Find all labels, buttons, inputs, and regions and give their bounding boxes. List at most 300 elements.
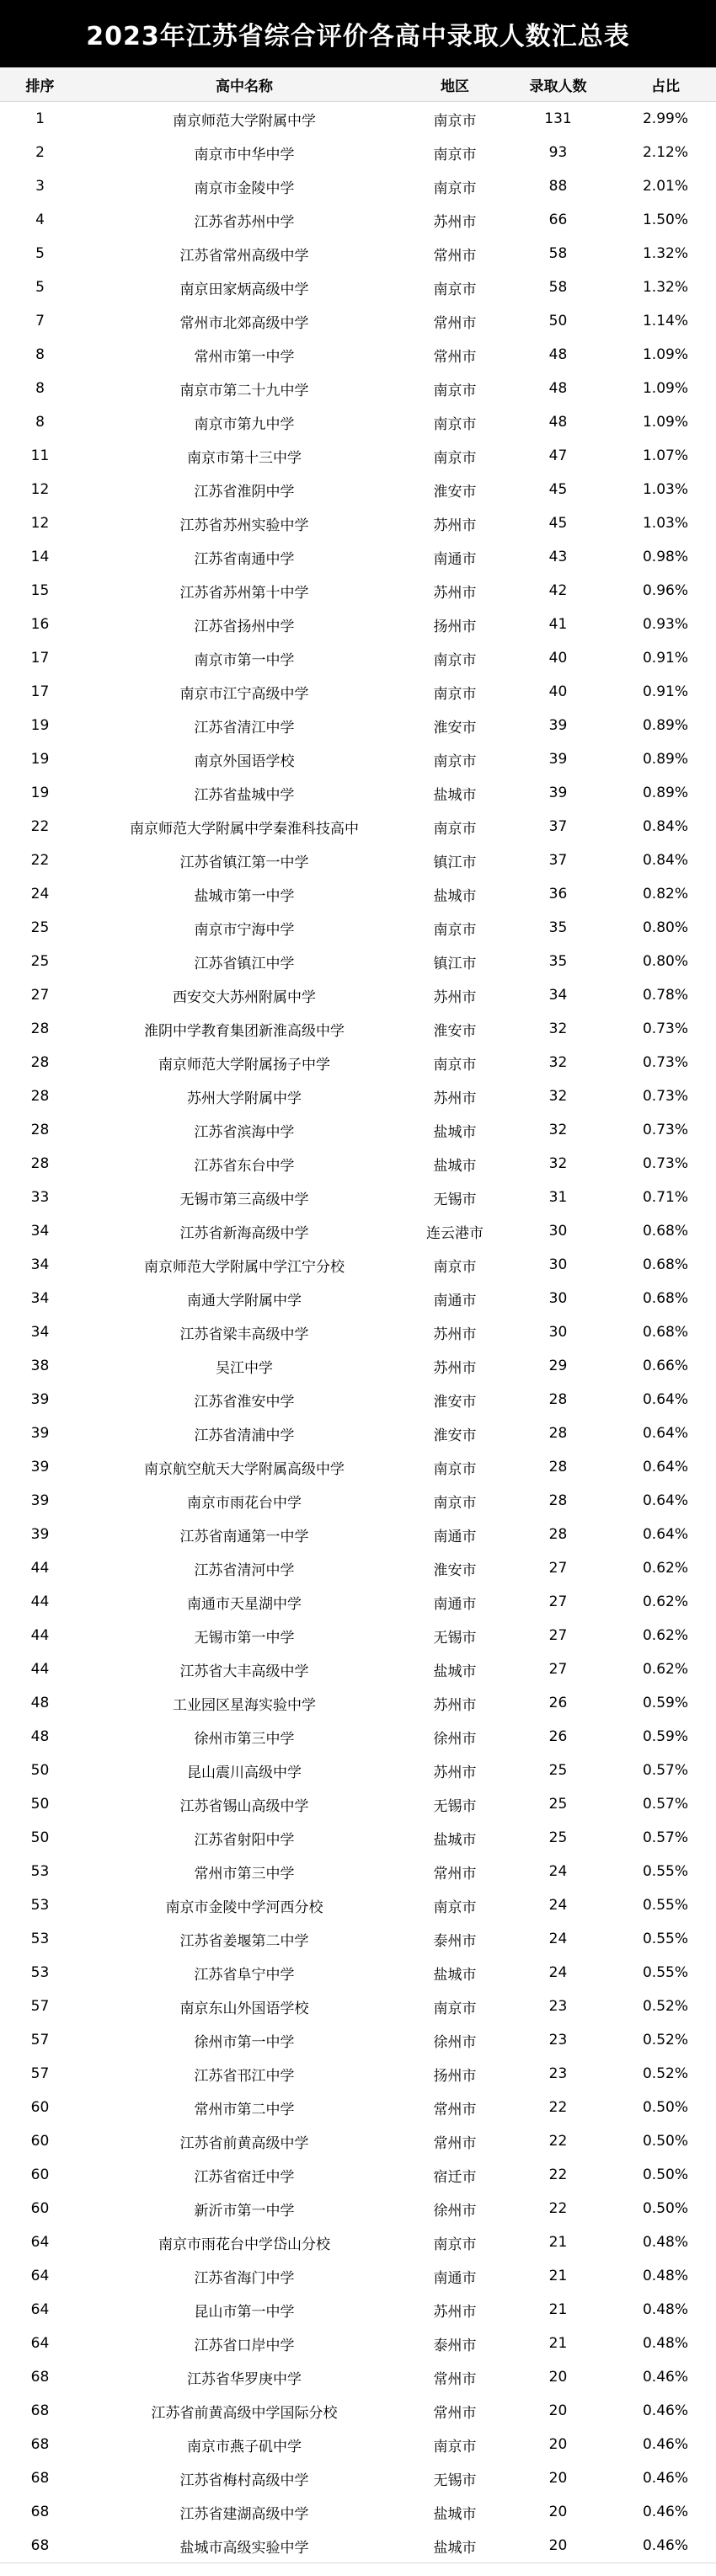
cell-school-name: 无锡市第三高级中学 <box>179 1191 309 1208</box>
table-row <box>0 1720 716 1754</box>
cell-share: 0.89% <box>642 717 688 734</box>
cell-region: 盐城市 <box>433 1663 477 1680</box>
cell-school-name: 新沂市第一中学 <box>194 2202 295 2220</box>
cell-school-name: 南京市雨花台中学 <box>187 1494 302 1512</box>
cell-share: 1.32% <box>642 279 688 296</box>
cell-region: 苏州市 <box>433 213 477 231</box>
cell-region: 南京市 <box>433 651 477 669</box>
cell-region: 南京市 <box>433 179 477 197</box>
cell-admission-count: 40 <box>548 683 568 700</box>
table-row <box>0 1652 716 1686</box>
table-row <box>0 1484 716 1518</box>
cell-share: 0.46% <box>642 2537 688 2554</box>
cell-region: 常州市 <box>433 247 477 265</box>
cell-region: 南京市 <box>433 1494 477 1512</box>
cell-share: 2.12% <box>642 144 688 161</box>
cell-region: 苏州市 <box>433 2303 477 2321</box>
cell-share: 0.59% <box>642 1695 688 1711</box>
cell-admission-count: 28 <box>548 1459 568 1475</box>
table-row <box>0 1214 716 1248</box>
cell-admission-count: 32 <box>548 1155 568 1172</box>
cell-admission-count: 37 <box>548 818 568 835</box>
table-row <box>0 877 716 911</box>
cell-admission-count: 26 <box>548 1728 568 1745</box>
table-row <box>0 776 716 810</box>
cell-region: 南京市 <box>433 1056 477 1074</box>
cell-admission-count: 29 <box>548 1358 568 1374</box>
cell-region: 常州市 <box>433 348 477 366</box>
table-row <box>0 742 716 776</box>
cell-school-name: 淮阴中学教育集团新淮高级中学 <box>144 1022 345 1040</box>
cell-region: 南京市 <box>433 146 477 163</box>
cell-share: 0.48% <box>642 2335 688 2352</box>
cell-region: 盐城市 <box>433 1123 477 1141</box>
cell-school-name: 江苏省口岸中学 <box>194 2337 295 2354</box>
cell-rank: 8 <box>35 414 45 431</box>
cell-school-name: 江苏省清浦中学 <box>194 1427 295 1444</box>
cell-rank: 12 <box>30 481 50 498</box>
cell-region: 南京市 <box>433 820 477 838</box>
cell-rank: 39 <box>30 1492 50 1509</box>
table-row <box>0 2158 716 2192</box>
cell-region: 扬州市 <box>433 618 477 635</box>
cell-school-name: 昆山市第一中学 <box>194 2303 295 2321</box>
cell-region: 淮安市 <box>433 1393 477 1411</box>
cell-share: 1.09% <box>642 380 688 397</box>
cell-school-name: 南京市江宁高级中学 <box>179 685 309 703</box>
cell-region: 常州市 <box>433 314 477 332</box>
table-row <box>0 2495 716 2529</box>
cell-share: 0.68% <box>642 1256 688 1273</box>
cell-share: 0.80% <box>642 953 688 970</box>
cell-school-name: 江苏省锡山高级中学 <box>179 1797 309 1815</box>
cell-school-name: 南通大学附属中学 <box>187 1292 302 1309</box>
table-row <box>0 810 716 843</box>
cell-region: 无锡市 <box>433 1191 477 1208</box>
cell-rank: 39 <box>30 1425 50 1442</box>
cell-region: 苏州市 <box>433 517 477 534</box>
cell-school-name: 江苏省前黄高级中学 <box>179 2134 309 2152</box>
table-row <box>0 1046 716 1079</box>
cell-school-name: 苏州大学附属中学 <box>187 1090 302 1107</box>
cell-admission-count: 27 <box>548 1560 568 1577</box>
cell-share: 0.57% <box>642 1762 688 1779</box>
table-row <box>0 372 716 405</box>
cell-share: 0.57% <box>642 1796 688 1813</box>
cell-rank: 44 <box>30 1593 50 1610</box>
cell-school-name: 南京市雨花台中学岱山分校 <box>158 2236 330 2253</box>
cell-school-name: 江苏省姜堰第二中学 <box>179 1932 309 1950</box>
cell-admission-count: 31 <box>548 1189 568 1206</box>
cell-region: 常州市 <box>433 2134 477 2152</box>
cell-admission-count: 39 <box>548 751 568 768</box>
cell-share: 0.55% <box>642 1897 688 1914</box>
cell-rank: 68 <box>30 2504 50 2520</box>
cell-admission-count: 22 <box>548 2166 568 2183</box>
cell-region: 镇江市 <box>433 854 477 871</box>
header-rank: 排序 <box>25 78 55 95</box>
cell-region: 苏州市 <box>433 1090 477 1107</box>
table-row <box>0 2293 716 2327</box>
cell-rank: 57 <box>30 1998 50 2015</box>
cell-school-name: 南京市燕子矶中学 <box>187 2438 302 2456</box>
cell-school-name: 常州市第三中学 <box>194 1865 295 1882</box>
cell-region: 泰州市 <box>433 1932 477 1950</box>
cell-region: 常州市 <box>433 2404 477 2422</box>
cell-admission-count: 30 <box>548 1256 568 1273</box>
cell-school-name: 江苏省镇江中学 <box>194 955 295 972</box>
cell-admission-count: 32 <box>548 1020 568 1037</box>
cell-region: 淮安市 <box>433 1561 477 1579</box>
cell-share: 0.50% <box>642 2133 688 2150</box>
table-row <box>0 1012 716 1046</box>
cell-rank: 60 <box>30 2133 50 2150</box>
table-row <box>0 945 716 978</box>
cell-region: 南京市 <box>433 382 477 399</box>
cell-rank: 19 <box>30 785 50 801</box>
cell-rank: 11 <box>30 447 50 464</box>
cell-admission-count: 28 <box>548 1425 568 1442</box>
cell-rank: 24 <box>30 886 50 902</box>
cell-region: 徐州市 <box>433 2033 477 2051</box>
cell-admission-count: 20 <box>548 2436 568 2453</box>
table-row <box>0 405 716 439</box>
cell-admission-count: 48 <box>548 414 568 431</box>
table-row <box>0 2124 716 2158</box>
cell-share: 2.99% <box>642 110 688 127</box>
cell-region: 淮安市 <box>433 719 477 736</box>
cell-rank: 19 <box>30 717 50 734</box>
table-row <box>0 2529 716 2563</box>
cell-region: 无锡市 <box>433 2472 477 2489</box>
cell-admission-count: 34 <box>548 987 568 1004</box>
cell-rank: 44 <box>30 1661 50 1678</box>
cell-rank: 64 <box>30 2335 50 2352</box>
cell-school-name: 江苏省前黄高级中学国际分校 <box>151 2404 338 2422</box>
cell-admission-count: 21 <box>548 2268 568 2284</box>
cell-share: 0.96% <box>642 582 688 599</box>
cell-school-name: 南京航空航天大学附属高级中学 <box>144 1460 345 1478</box>
table-row <box>0 1113 716 1147</box>
cell-region: 南通市 <box>433 2269 477 2287</box>
cell-rank: 4 <box>35 212 45 228</box>
cell-region: 盐城市 <box>433 887 477 905</box>
cell-share: 0.46% <box>642 2470 688 2487</box>
table-row <box>0 911 716 945</box>
cell-admission-count: 66 <box>548 212 568 228</box>
cell-share: 0.64% <box>642 1459 688 1475</box>
cell-admission-count: 45 <box>548 515 568 532</box>
cell-region: 淮安市 <box>433 1427 477 1444</box>
cell-rank: 68 <box>30 2402 50 2419</box>
cell-school-name: 南通市天星湖中学 <box>187 1595 302 1613</box>
cell-share: 0.57% <box>642 1829 688 1846</box>
cell-share: 0.48% <box>642 2268 688 2284</box>
header-share: 占比 <box>651 78 680 95</box>
cell-admission-count: 39 <box>548 717 568 734</box>
cell-admission-count: 30 <box>548 1223 568 1240</box>
cell-share: 1.14% <box>642 313 688 329</box>
cell-region: 南京市 <box>433 1460 477 1478</box>
cell-rank: 53 <box>30 1931 50 1947</box>
cell-admission-count: 27 <box>548 1627 568 1644</box>
cell-rank: 1 <box>35 110 45 127</box>
cell-region: 苏州市 <box>433 1696 477 1714</box>
cell-admission-count: 28 <box>548 1391 568 1408</box>
cell-region: 苏州市 <box>433 988 477 1006</box>
cell-rank: 34 <box>30 1290 50 1307</box>
cell-school-name: 南京市第十三中学 <box>187 449 302 467</box>
cell-region: 苏州市 <box>433 1764 477 1781</box>
cell-region: 扬州市 <box>433 2067 477 2085</box>
header-name: 高中名称 <box>216 78 273 95</box>
cell-region: 盐城市 <box>433 1157 477 1175</box>
table-row <box>0 506 716 540</box>
cell-school-name: 盐城市高级实验中学 <box>179 2539 309 2557</box>
cell-region: 苏州市 <box>433 584 477 602</box>
cell-rank: 15 <box>30 582 50 599</box>
table-row <box>0 1450 716 1484</box>
cell-admission-count: 48 <box>548 346 568 363</box>
table-row <box>0 1855 716 1888</box>
cell-rank: 53 <box>30 1897 50 1914</box>
cell-admission-count: 21 <box>548 2301 568 2318</box>
cell-school-name: 南京东山外国语学校 <box>179 2000 309 2017</box>
cell-rank: 60 <box>30 2200 50 2217</box>
table-row <box>0 2192 716 2225</box>
cell-rank: 12 <box>30 515 50 532</box>
cell-share: 0.52% <box>642 2065 688 2082</box>
cell-region: 连云港市 <box>426 1224 484 1242</box>
cell-region: 南通市 <box>433 1528 477 1545</box>
cell-school-name: 南京市第二十九中学 <box>179 382 309 399</box>
cell-region: 南京市 <box>433 2000 477 2017</box>
cell-school-name: 西安交大苏州附属中学 <box>173 988 316 1006</box>
cell-share: 0.68% <box>642 1290 688 1307</box>
cell-school-name: 江苏省海门中学 <box>194 2269 295 2287</box>
cell-region: 淮安市 <box>433 483 477 501</box>
cell-share: 2.01% <box>642 178 688 195</box>
cell-school-name: 江苏省盐城中学 <box>194 786 295 804</box>
cell-region: 南京市 <box>433 2438 477 2456</box>
cell-share: 0.46% <box>642 2504 688 2520</box>
cell-admission-count: 36 <box>548 886 568 902</box>
cell-rank: 64 <box>30 2301 50 2318</box>
table-row <box>0 2461 716 2495</box>
table-row <box>0 1888 716 1922</box>
cell-region: 南京市 <box>433 449 477 467</box>
cell-rank: 28 <box>30 1122 50 1138</box>
cell-share: 0.59% <box>642 1728 688 1745</box>
table-row <box>0 843 716 877</box>
cell-school-name: 工业园区星海实验中学 <box>173 1696 316 1714</box>
table-row <box>0 203 716 237</box>
cell-admission-count: 20 <box>548 2470 568 2487</box>
cell-rank: 64 <box>30 2268 50 2284</box>
header-region: 地区 <box>441 78 469 95</box>
cell-share: 1.03% <box>642 515 688 532</box>
cell-rank: 64 <box>30 2234 50 2251</box>
cell-admission-count: 28 <box>548 1526 568 1543</box>
cell-region: 镇江市 <box>433 955 477 972</box>
cell-school-name: 常州市北郊高级中学 <box>179 314 309 332</box>
cell-share: 0.89% <box>642 751 688 768</box>
cell-region: 盐城市 <box>433 1831 477 1849</box>
cell-school-name: 无锡市第一中学 <box>194 1629 295 1647</box>
cell-school-name: 江苏省常州高级中学 <box>179 247 309 265</box>
cell-share: 1.09% <box>642 414 688 431</box>
cell-share: 0.98% <box>642 549 688 565</box>
cell-share: 0.62% <box>642 1593 688 1610</box>
cell-share: 0.73% <box>642 1054 688 1071</box>
cell-admission-count: 39 <box>548 785 568 801</box>
table-row <box>0 1417 716 1450</box>
cell-rank: 50 <box>30 1762 50 1779</box>
cell-region: 无锡市 <box>433 1797 477 1815</box>
table-row <box>0 1315 716 1349</box>
table-row <box>0 1147 716 1181</box>
cell-admission-count: 43 <box>548 549 568 565</box>
cell-share: 0.91% <box>642 650 688 667</box>
cell-share: 0.71% <box>642 1189 688 1206</box>
cell-share: 0.64% <box>642 1492 688 1509</box>
cell-admission-count: 41 <box>548 616 568 633</box>
cell-rank: 25 <box>30 919 50 936</box>
cell-school-name: 江苏省华罗庚中学 <box>187 2370 302 2388</box>
cell-region: 南通市 <box>433 550 477 568</box>
cell-region: 淮安市 <box>433 1022 477 1040</box>
cell-rank: 22 <box>30 852 50 869</box>
cell-share: 0.68% <box>642 1324 688 1341</box>
cell-school-name: 江苏省大丰高级中学 <box>179 1663 309 1680</box>
cell-region: 徐州市 <box>433 2202 477 2220</box>
cell-admission-count: 24 <box>548 1863 568 1880</box>
cell-share: 0.64% <box>642 1425 688 1442</box>
cell-school-name: 南京市金陵中学 <box>194 179 295 197</box>
cell-admission-count: 25 <box>548 1762 568 1779</box>
cell-admission-count: 32 <box>548 1054 568 1071</box>
cell-region: 南京市 <box>433 921 477 939</box>
cell-admission-count: 48 <box>548 380 568 397</box>
cell-school-name: 昆山震川高级中学 <box>187 1764 302 1781</box>
cell-region: 常州市 <box>433 1865 477 1882</box>
table-row <box>0 304 716 338</box>
cell-school-name: 江苏省阜宁中学 <box>194 1966 295 1984</box>
cell-region: 苏州市 <box>433 1359 477 1377</box>
cell-region: 宿迁市 <box>433 2168 477 2186</box>
table-row <box>0 439 716 473</box>
cell-admission-count: 26 <box>548 1695 568 1711</box>
cell-school-name: 江苏省射阳中学 <box>194 1831 295 1849</box>
cell-share: 0.68% <box>642 1223 688 1240</box>
cell-admission-count: 20 <box>548 2369 568 2386</box>
cell-rank: 7 <box>35 313 45 329</box>
table-row <box>0 169 716 203</box>
cell-share: 0.50% <box>642 2200 688 2217</box>
table-row <box>0 2327 716 2360</box>
table-row <box>0 136 716 169</box>
cell-rank: 34 <box>30 1324 50 1341</box>
cell-admission-count: 25 <box>548 1796 568 1813</box>
cell-rank: 48 <box>30 1728 50 1745</box>
cell-admission-count: 21 <box>548 2234 568 2251</box>
cell-region: 无锡市 <box>433 1629 477 1647</box>
cell-school-name: 江苏省苏州实验中学 <box>179 517 309 534</box>
cell-school-name: 南京外国语学校 <box>194 752 295 770</box>
table-row <box>0 574 716 608</box>
table-row <box>0 1821 716 1855</box>
table-row <box>0 1181 716 1214</box>
cell-rank: 28 <box>30 1020 50 1037</box>
cell-share: 0.80% <box>642 919 688 936</box>
cell-admission-count: 32 <box>548 1122 568 1138</box>
cell-admission-count: 58 <box>548 245 568 262</box>
table-row <box>0 270 716 304</box>
table-body <box>0 102 716 2563</box>
cell-share: 0.73% <box>642 1155 688 1172</box>
cell-region: 常州市 <box>433 2370 477 2388</box>
cell-share: 0.62% <box>642 1627 688 1644</box>
cell-rank: 34 <box>30 1223 50 1240</box>
cell-admission-count: 27 <box>548 1661 568 1678</box>
cell-admission-count: 24 <box>548 1897 568 1914</box>
cell-rank: 2 <box>35 144 45 161</box>
cell-rank: 38 <box>30 1358 50 1374</box>
cell-share: 0.55% <box>642 1931 688 1947</box>
cell-share: 0.52% <box>642 1998 688 2015</box>
cell-share: 0.89% <box>642 785 688 801</box>
cell-share: 0.64% <box>642 1526 688 1543</box>
cell-school-name: 江苏省淮阴中学 <box>194 483 295 501</box>
table-row <box>0 338 716 372</box>
cell-share: 0.55% <box>642 1964 688 1981</box>
cell-admission-count: 40 <box>548 650 568 667</box>
cell-school-name: 江苏省邗江中学 <box>194 2067 295 2085</box>
cell-rank: 5 <box>35 279 45 296</box>
cell-share: 0.84% <box>642 818 688 835</box>
table-row <box>0 2057 716 2091</box>
cell-share: 1.09% <box>642 346 688 363</box>
cell-rank: 68 <box>30 2537 50 2554</box>
table-row <box>0 1248 716 1282</box>
table-row <box>0 1754 716 1787</box>
cell-share: 1.03% <box>642 481 688 498</box>
cell-rank: 68 <box>30 2470 50 2487</box>
cell-admission-count: 24 <box>548 1931 568 1947</box>
cell-admission-count: 23 <box>548 2065 568 2082</box>
cell-school-name: 江苏省扬州中学 <box>194 618 295 635</box>
cell-school-name: 江苏省梁丰高级中学 <box>179 1325 309 1343</box>
cell-school-name: 江苏省苏州第十中学 <box>179 584 309 602</box>
cell-share: 0.82% <box>642 886 688 902</box>
table-row <box>0 2091 716 2124</box>
cell-share: 0.46% <box>642 2369 688 2386</box>
cell-rank: 60 <box>30 2099 50 2116</box>
cell-rank: 28 <box>30 1054 50 1071</box>
cell-rank: 57 <box>30 2032 50 2048</box>
cell-admission-count: 88 <box>548 178 568 195</box>
cell-rank: 16 <box>30 616 50 633</box>
cell-school-name: 南京师范大学附属中学秦淮科技高中 <box>130 820 359 838</box>
cell-region: 南京市 <box>433 2236 477 2253</box>
table-row <box>0 237 716 270</box>
table-row <box>0 473 716 506</box>
cell-share: 0.93% <box>642 616 688 633</box>
cell-region: 苏州市 <box>433 1325 477 1343</box>
table-row <box>0 1518 716 1551</box>
cell-school-name: 南京市中华中学 <box>194 146 295 163</box>
cell-share: 0.48% <box>642 2301 688 2318</box>
